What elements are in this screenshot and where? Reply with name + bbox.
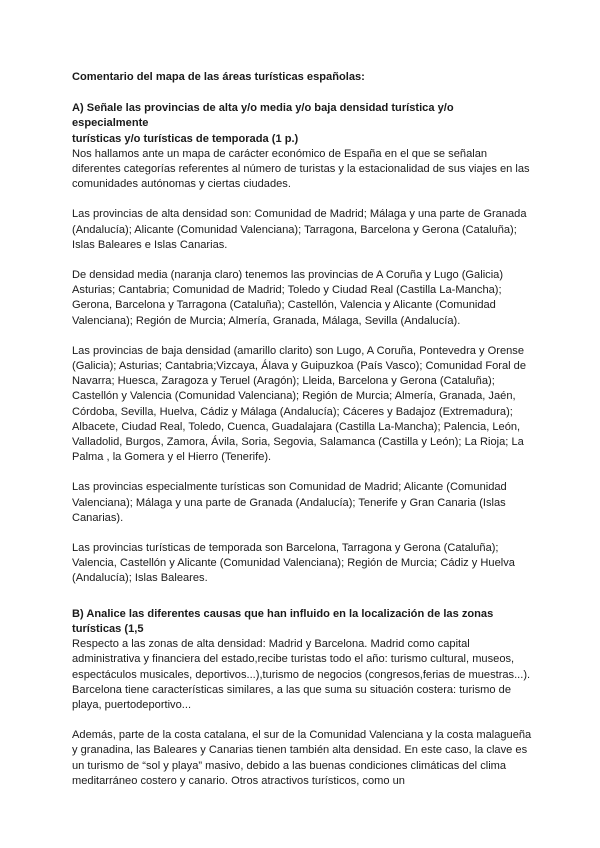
section-a-paragraph: Las provincias turísticas de temporada son Barcelona, Tarragona y Gerona (Cataluña); Valencia, Castellón y Alicante (Comunidad Valenciana); Región de Murcia; Cádiz y Huelva (Andalucía); Islas Baleares.	[72, 542, 515, 585]
section-a-paragraph: De densidad media (naranja claro) tenemos las provincias de A Coruña y Lugo (Galicia) Asturias; Cantabria; Comunidad de Madrid; Toledo y Ciudad Real (Castilla La-Mancha); Gerona, Barcelona y Tarragona (Cataluña); Castellón, Valencia y Alicante (Comunidad Valenciana); Región de Murcia; Almería, Granada, Málaga, Sevilla (Andalucía).	[72, 269, 504, 327]
section-b-heading-line2: turísticas (1,5	[72, 622, 144, 635]
section-a-paragraph: Nos hallamos ante un mapa de carácter económico de España en el que se señalan diferentes categorías referentes al número de turistas y la estacionalidad de sus viajes en las comunidades autónomas y ciertas ciudades.	[72, 147, 530, 191]
section-a	[72, 101, 532, 586]
section-b-paragraph: Además, parte de la costa catalana, el sur de la Comunidad Valenciana y la costa malagueña y granadina, las Baleares y Canarias tienen también alta densidad. En este caso, la clave es un turismo de “sol y playa” masivo, debido a las buenas condiciones climáticas del clima meditarráneo costero y canario. Otros atractivos turísticos, como un	[72, 729, 532, 787]
section-a-heading-line2: turísticas y/o turísticas de temporada (1 p.)	[72, 132, 299, 145]
section-b	[72, 607, 532, 789]
section-a-paragraph: Las provincias de baja densidad (amarillo clarito) son Lugo, A Coruña, Pontevedra y Orense (Galicia); Asturias; Cantabria;Vizcaya, Álava y Guipuzkoa (País Vasco); Comunidad Foral de Navarra; Huesca, Zaragoza y Teruel (Aragón); Lleida, Barcelona y Gerona (Cataluña); Castellón y Valencia (Comunidad Valenciana); Región de Murcia; Almería, Granada, Jaén, Córdoba, Sevilla, Huelva, Cádiz y Málaga (Andalucía); Cáceres y Badajoz (Extremadura); Albacete, Ciudad Real, Toledo, Cuenca, Guadalajara (Castilla La-Mancha); Palencia, León, Valladolid, Burgos, Zamora, Ávila, Soria, Segovia, Salamanca (Castilla y León); La Rioja; La Palma , la Gomera y el Hierro (Tenerife).	[72, 344, 527, 464]
section-b-heading-line1: B) Analice las diferentes causas que han influido en la localización de las zonas	[72, 607, 494, 620]
document-title: Comentario del mapa de las áreas turísticas españolas:	[72, 71, 365, 83]
section-b-paragraph: Respecto a las zonas de alta densidad: Madrid y Barcelona. Madrid como capital administrativa y financiera del estado,recibe turistas todo el año: turismo cultural, museos, espectáculos musicales, deportivos...),turismo de negocios (congresos,ferias de muestras...). Barcelona tiene características similares, a las que suma su situación costera: turismo de playa, puertodeportivo...	[72, 638, 531, 711]
document-page	[72, 70, 532, 804]
section-a-paragraph: Las provincias especialmente turísticas son Comunidad de Madrid; Alicante (Comunidad Valenciana); Málaga y una parte de Granada (Andalucía); Tenerife y Gran Canaria (Islas Canarias).	[72, 481, 507, 524]
section-a-paragraph: Las provincias de alta densidad son: Comunidad de Madrid; Málaga y una parte de Granada (Andalucía); Alicante (Comunidad Valenciana); Tarragona, Barcelona y Gerona (Cataluña); Islas Baleares e Islas Canarias.	[72, 208, 527, 251]
section-a-heading-line1: A) Señale las provincias de alta y/o media y/o baja densidad turística y/o especialmente	[72, 102, 454, 130]
